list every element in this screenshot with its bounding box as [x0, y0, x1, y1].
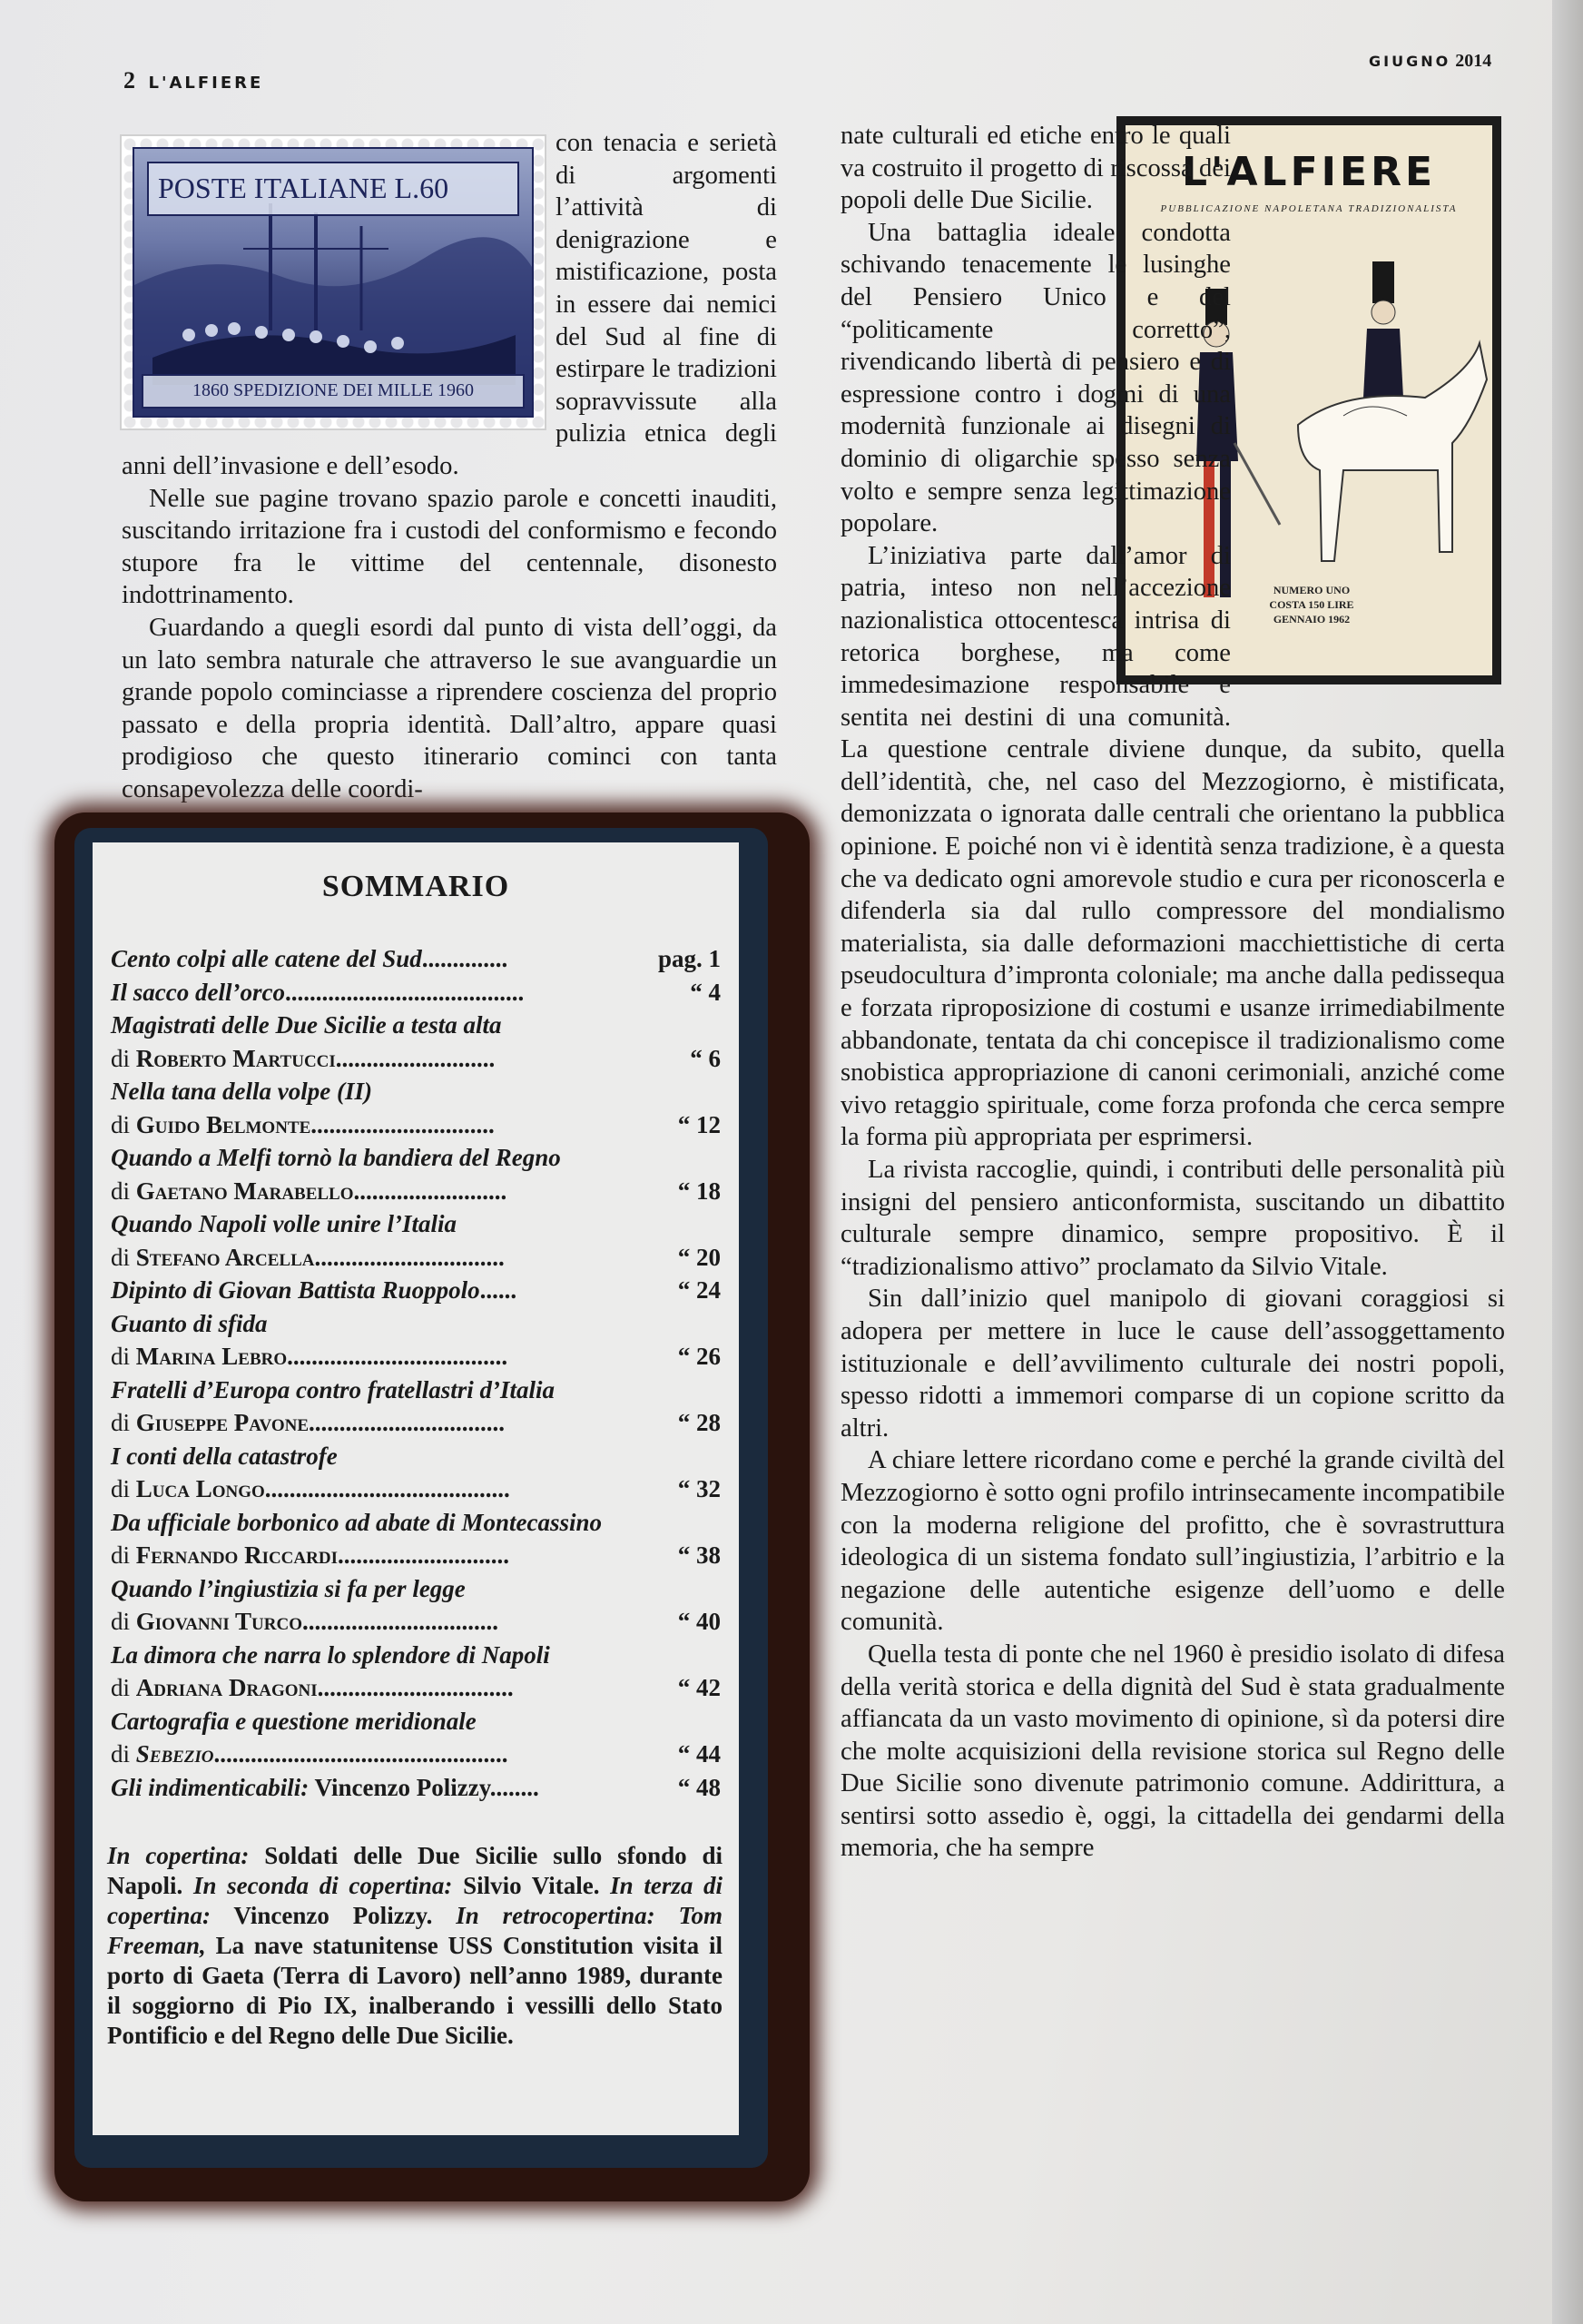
summary-entry[interactable]: Gli indimenticabili: Vincenzo Polizzy........ “ 48: [111, 1771, 721, 1805]
summary-entry[interactable]: [111, 1639, 721, 1672]
entry-title: Nella tana della volpe (II): [111, 1078, 372, 1105]
summary-entry[interactable]: di Giuseppe Pavone................................ “ 28: [111, 1406, 721, 1440]
article-paragraph: Nelle sue pagine trovano spazio parole e concetti inauditi, suscitando irritazione fra i custodi del conformismo e fecondo stupore fra le vittime del centennale, disonesto indottrinamento.: [122, 484, 777, 610]
summary-entry[interactable]: di Marina Lebro.................................... “ 26: [111, 1340, 721, 1374]
cover-date: GENNAIO 1962: [1273, 613, 1351, 625]
summary-entry[interactable]: Dipinto di Giovan Battista Ruoppolo...... “ 24: [111, 1274, 721, 1307]
cover-float-spacer: [1231, 120, 1505, 704]
entry-author: Giuseppe Pavone: [135, 1409, 310, 1436]
summary-entry[interactable]: di Stefano Arcella............................... “ 20: [111, 1241, 721, 1275]
entry-title: La dimora che narra lo splendore di Napoli: [111, 1640, 550, 1669]
stamp-float-spacer: [122, 127, 556, 447]
entry-author: Sebezio: [135, 1740, 214, 1768]
entry-author: Luca Longo: [135, 1475, 265, 1502]
entry-page: “ 12: [677, 1110, 721, 1138]
article-paragraph: Una battaglia ideale condotta schivando tenacemente le lusinghe del Pensiero Unico e del “politicamente corretto”, rivendicando libertà di pensiero e di espressione contro i dogmi di una modernità funzionale ai disegni di dominio di oligarchie spesso senza volto e sempre senza legittimazione popolare.: [841, 218, 1231, 538]
entry-page: “ 28: [677, 1409, 721, 1436]
summary-entry[interactable]: [111, 1374, 721, 1407]
summary-box: [93, 842, 739, 2135]
summary-entry[interactable]: di Roberto Martucci.......................... “ 6: [111, 1042, 721, 1076]
entry-author: Gaetano Marabello: [135, 1177, 354, 1205]
entry-author: Giovanni Turco: [135, 1608, 302, 1635]
entry-page: “ 4: [690, 978, 721, 1006]
entry-page: pag. 1: [657, 945, 721, 972]
article-column-1: [122, 127, 777, 805]
summary-entry[interactable]: di Luca Longo........................................ “ 32: [111, 1472, 721, 1506]
entry-page: “ 44: [677, 1740, 721, 1768]
entry-title: Il sacco dell’orco: [111, 978, 285, 1006]
summary-entry[interactable]: Cento colpi alle catene del Sud.............. pag. 1: [111, 942, 721, 976]
article-paragraph: A chiare lettere ricordano come e perché la grande civiltà del Mezzogiorno è sotto ogni profilo intrinsecamente incompatibile con la moderna religione del profitto, che è sovrastruttura ideologica di un sistema fondato sull’ingiustizia, l’arbitrio e la negazione delle autentiche esigenze dell’uomo e delle comunità.: [841, 1446, 1505, 1637]
summary-entry[interactable]: [111, 1075, 721, 1108]
summary-entry[interactable]: di Fernando Riccardi............................ “ 38: [111, 1539, 721, 1572]
summary-entry[interactable]: di Sebezio................................................ “ 44: [111, 1738, 721, 1771]
entry-page: “ 6: [690, 1044, 721, 1072]
summary-entry[interactable]: Il sacco dell’orco....................................... “ 4: [111, 976, 721, 1009]
entry-page: “ 48: [677, 1773, 721, 1801]
entry-author: Adriana Dragoni: [135, 1674, 318, 1701]
entry-author: Stefano Arcella: [135, 1243, 315, 1271]
summary-entry[interactable]: [111, 1705, 721, 1738]
entry-title: Fratelli d’Europa contro fratellastri d’Italia: [111, 1375, 556, 1403]
summary-heading: SOMMARIO: [321, 870, 510, 903]
entry-author: Fernando Riccardi: [135, 1541, 338, 1569]
page-number: 2: [123, 67, 136, 94]
masthead: L'ALFIERE: [148, 74, 264, 93]
entry-title: Guanto di sfida: [111, 1309, 268, 1337]
summary-entry[interactable]: di Gaetano Marabello......................... “ 18: [111, 1175, 721, 1208]
entry-title: I conti della catastrofe: [111, 1442, 338, 1470]
article-paragraph: Sin dall’inizio quel manipolo di giovani coraggiosi si adopera per mettere in luce le cause dell’assoggettamento istituzionale e dell’avvilimento culturale dei nostri popoli, spesso ridotti a immemori comparse di un copione scritto da altri.: [841, 1285, 1505, 1443]
cover-credits-note: In copertina: Soldati delle Due Sicilie sullo sfondo di Napoli. In seconda di copertina: Silvio Vitale. In terza di copertina: Vincenzo Polizzy. In retrocopertina: Tom Freeman, La nave statunitense USS Constitution visita il porto di Gaeta (Terra di Lavoro) nell’anno 1989, durante il soggiorno di Pio IX, inalberando i vessilli dello Stato Pontificio e del Regno delle Due Sicilie.: [107, 1842, 723, 2049]
entry-title: Dipinto di Giovan Battista Ruoppolo: [111, 1276, 480, 1304]
article-paragraph: nate culturali ed etiche entro le quali va costruito il progetto di riscossa dei popoli delle Due Sicilie.: [841, 122, 1231, 215]
entry-title: Quando Napoli volle unire l’Italia: [111, 1210, 457, 1237]
entry-title: Quando a Melfi tornò la bandiera del Regno: [111, 1144, 561, 1171]
article-paragraph: La rivista raccoglie, quindi, i contributi delle personalità più insigni del pensiero anticonformista, suscitando un dibattito culturale sempre dinamico, sempre propositivo. È il “tradizionalismo attivo” proclamato da Silvio Vitale.: [841, 1156, 1505, 1281]
cover-title: L'ALFIERE: [1181, 149, 1437, 195]
summary-entry[interactable]: di Giovanni Turco................................ “ 40: [111, 1605, 721, 1639]
summary-entry[interactable]: [111, 1207, 721, 1241]
summary-list: [111, 942, 721, 1804]
article-column-2: [841, 120, 1505, 1865]
page-edge: [1552, 0, 1583, 2324]
summary-entry[interactable]: [111, 1009, 721, 1042]
entry-title: Quando l’ingiustizia si fa per legge: [111, 1574, 466, 1602]
entry-title: Cartografia e questione meridionale: [111, 1707, 477, 1735]
summary-entry[interactable]: di Guido Belmonte.............................. “ 12: [111, 1108, 721, 1142]
entry-page: “ 24: [677, 1276, 721, 1304]
entry-page: “ 32: [677, 1475, 721, 1502]
entry-author: Marina Lebro: [135, 1343, 288, 1370]
entry-page: “ 42: [677, 1674, 721, 1701]
entry-title: Cento colpi alle catene del Sud: [111, 945, 422, 972]
summary-entry[interactable]: [111, 1506, 721, 1540]
entry-page: “ 18: [677, 1177, 721, 1205]
entry-page: “ 38: [677, 1541, 721, 1569]
summary-entry[interactable]: [111, 1440, 721, 1473]
page-header-left: [123, 67, 263, 94]
summary-entry[interactable]: [111, 1141, 721, 1175]
article-paragraph: L’iniziativa parte dall’amor di patria, inteso non nell’accezione nazionalistica ottocentesca intrisa di retorica borghese, ma come immedesimazione responsabile e sentita nei destini di una comunità. La questione centrale diviene dunque, da subito, quella dell’identità, che, nel caso del Mezzogiorno, è mistificata, demonizzata o ignorata dalle centrali che orientano la pubblica opinione. E poiché non vi è identità senza tradizione, è a questa che va dedicato ogni amorevole studio e cura per riconoscerla e difenderla sia dal rullo compressore del mondialismo materialista, sia dalle deformazioni macchiettistiche di certa pseudocultura d’impronta coloniale; ma anche dalla pedissequa e forzata riproposizione di costumi e usanze irrimediabilmente abbandonate, tentata da chi concepisce il tradizionalismo come snobistica appropriazione di canoni cerimoniali, anziché come vivo retaggio spirituale, come forza profonda che cerca sempre la forma più appropriata per esprimersi.: [841, 541, 1505, 1152]
stamp-top-text: POSTE ITALIANE L.60: [147, 162, 519, 216]
summary-entry[interactable]: [111, 1307, 721, 1341]
issue-month: GIUGNO: [1369, 53, 1451, 70]
summary-entry[interactable]: di Adriana Dragoni................................ “ 42: [111, 1671, 721, 1705]
entry-author: Guido Belmonte: [135, 1110, 311, 1138]
entry-title: Magistrati delle Due Sicilie a testa alta: [111, 1011, 502, 1039]
article-paragraph: Guardando a quegli esordi dal punto di vista dell’oggi, da un lato sembra naturale che attraverso le sue avanguardie un grande popolo cominciasse a riprendere coscienza del proprio passato e della propria identità. Dall’altro, appare quasi prodigioso che questo itinerario cominci con tanta consapevolezza delle coordi-: [122, 613, 777, 803]
cover-subtitle: PUBBLICAZIONE NAPOLETANA TRADIZIONALISTA: [1160, 203, 1458, 214]
cover-issue: NUMERO UNO: [1273, 584, 1351, 596]
entry-page: “ 20: [677, 1243, 721, 1271]
entry-author: Roberto Martucci: [135, 1044, 336, 1072]
article-paragraph: con tenacia e serietà di argomenti l’attività di denigrazione e mistificazione, posta in essere dai nemici del Sud al fine di estirpare le tradizioni sopravvissute alla pulizia etnica degli anni dell’invasione e dell’esodo.: [122, 129, 777, 480]
stamp-bottom-text: 1860 SPEDIZIONE DEI MILLE 1960: [142, 374, 525, 409]
summary-entry[interactable]: [111, 1572, 721, 1606]
entry-title: Da ufficiale borbonico ad abate di Montecassino: [111, 1508, 603, 1536]
issue-year: 2014: [1455, 51, 1492, 71]
entry-page: “ 26: [677, 1343, 721, 1370]
article-paragraph: Quella testa di ponte che nel 1960 è presidio isolato di difesa della verità storica e della dignità del Sud è stata gradualmente affiancata da un vasto movimento di opinione, sì da potersi dire che molte acquisizioni della revisione storica sul Regno delle Due Sicilie sono divenute patrimonio comune. Addirittura, a sentirsi sotto assedio è, oggi, la cittadella dei gendarmi della memoria, che ha sempre: [841, 1640, 1505, 1863]
cover-price: COSTA 150 LIRE: [1269, 598, 1354, 611]
entry-title: Gli indimenticabili:: [111, 1773, 310, 1801]
page-header-right: [1369, 51, 1491, 72]
entry-page: “ 40: [677, 1608, 721, 1635]
